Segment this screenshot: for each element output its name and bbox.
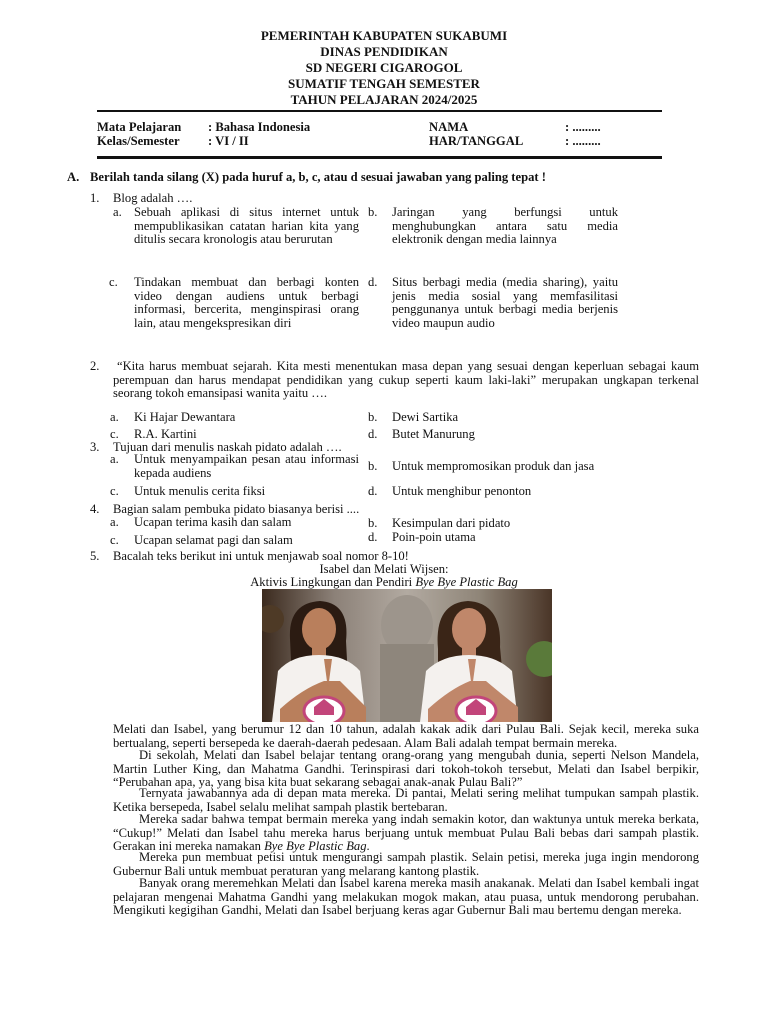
header-rule-top bbox=[97, 110, 662, 112]
option-text: Poin-poin utama bbox=[392, 530, 476, 544]
reading-paragraph-3: Ternyata jawabannya ada di depan mata mereka. Di pantai, Melati sering melihat tumpukan sampah plastik. Ketika bersepeda, Isabel selalu melihat sampah plastik bertebaran. bbox=[113, 786, 699, 814]
reading-paragraph-6: Banyak orang meremehkan Melati dan Isabel karena mereka masih anakanak. Melati dan Isabel kembali ingat pelajaran mengenai Mahatma Gandhi yang melakukan mogok makan, atau puasa, untuk mendorong perubahan. Mengikuti kegigihan Gandhi, Melati dan Isabel berjuang keras agar Gubernur Bali mau bertemu dengan mereka. bbox=[113, 876, 699, 917]
option-letter: b. bbox=[368, 205, 378, 219]
class-value: : VI / II bbox=[208, 134, 249, 148]
reading-paragraph-1: Melati dan Isabel, yang berumur 12 dan 10 tahun, adalah kakak adik dari Pulau Bali. Sejak kecil, mereka suka bertualang, seperti bersepeda ke daerah-daerah pedesaan. Alam Bali adalah tempat bermain mereka. bbox=[113, 722, 699, 750]
question-text: Tujuan dari menulis naskah pidato adalah …. bbox=[113, 440, 342, 454]
option-letter: a. bbox=[110, 452, 119, 466]
header-line-1: PEMERINTAH KABUPATEN SUKABUMI bbox=[260, 28, 508, 43]
reading-paragraph-4 bbox=[113, 813, 699, 854]
reading-paragraph-2: Di sekolah, Melati dan Isabel belajar tentang orang-orang yang mengubah dunia, seperti Nelson Mandela, Martin Luther King, dan Mahatma Gandhi. Terinspirasi dari tokoh-tokoh tersebut, Melati dan Isabel berpikir, “Perubahan apa, ya, yang bisa kita buat sekarang sebagai anak-anak Pulau Bali?” bbox=[113, 748, 699, 789]
header-line-4: SUMATIF TENGAH SEMESTER bbox=[288, 76, 480, 91]
reading-photo bbox=[262, 589, 552, 722]
option-text: Tindakan membuat dan berbagi konten video dengan audiens untuk berbagi informasi, bercerita, menginspirasi orang lain, atau mengekspresikan diri bbox=[134, 275, 359, 330]
option-text: Untuk mempromosikan produk dan jasa bbox=[392, 459, 595, 473]
name-field: : ......... bbox=[565, 120, 601, 134]
section-instruction: Berilah tanda silang (X) pada huruf a, b, c, atau d sesuai jawaban yang paling tepat ! bbox=[90, 170, 546, 184]
option-text: Ki Hajar Dewantara bbox=[134, 410, 236, 424]
option-letter: a. bbox=[113, 205, 122, 219]
question-text: Bagian salam pembuka pidato biasanya berisi .... bbox=[113, 502, 360, 516]
reading-paragraph-4-brand: Bye Bye Plastic Bag bbox=[264, 839, 367, 853]
question-number: 1. bbox=[90, 191, 100, 205]
option-letter: d. bbox=[368, 530, 378, 544]
header-line-3: SD NEGERI CIGAROGOL bbox=[305, 60, 463, 75]
subject-value: : Bahasa Indonesia bbox=[208, 120, 311, 134]
option-letter: c. bbox=[110, 427, 119, 441]
date-label: HAR/TANGGAL bbox=[429, 134, 524, 148]
question-text: “Kita harus membuat sejarah. Kita mesti menentukan masa depan yang sesuai dengan keperluan sebagai kaum perempuan dan harus mendapat pendidikan yang cukup seperti kaum laki-laki” merupakan ungkapan terkenal seorang tokoh emansipasi wanita yaitu …. bbox=[113, 359, 699, 400]
option-letter: b. bbox=[368, 516, 378, 530]
question-number: 3. bbox=[90, 440, 100, 454]
option-letter: a. bbox=[110, 410, 119, 424]
section-letter: A. bbox=[67, 170, 80, 184]
header-rule-bottom bbox=[97, 156, 662, 159]
option-text: Butet Manurung bbox=[392, 427, 475, 441]
option-letter: d. bbox=[368, 484, 378, 498]
option-text: Untuk menghibur penonton bbox=[392, 484, 532, 498]
question-text: Blog adalah …. bbox=[113, 191, 193, 205]
option-letter: b. bbox=[368, 410, 378, 424]
class-label: Kelas/Semester bbox=[97, 134, 180, 148]
option-letter: d. bbox=[368, 427, 378, 441]
question-number: 5. bbox=[90, 549, 100, 563]
header-line-2: DINAS PENDIDIKAN bbox=[320, 44, 448, 59]
option-text: Untuk menyampaikan pesan atau informasi kepada audiens bbox=[134, 452, 359, 480]
reading-paragraph-5: Mereka pun membuat petisi untuk mengurangi sampah plastik. Selain petisi, mereka juga ingin mendorong Gubernur Bali untuk membuat peraturan yang melarang kantong plastik. bbox=[113, 850, 699, 878]
option-letter: a. bbox=[110, 515, 119, 529]
option-text: Dewi Sartika bbox=[392, 410, 459, 424]
date-field: : ......... bbox=[565, 134, 601, 148]
reading-subtitle bbox=[0, 576, 768, 590]
name-label: NAMA bbox=[429, 120, 469, 134]
option-text: Ucapan selamat pagi dan salam bbox=[134, 533, 293, 547]
question-text: Bacalah teks berikut ini untuk menjawab soal nomor 8-10! bbox=[113, 549, 409, 563]
option-text: Situs berbagi media (media sharing), yaitu jenis media sosial yang memfasilitasi penggunanya untuk berbagi media berjenis video maupun audio bbox=[392, 275, 618, 330]
reading-title: Isabel dan Melati Wijsen: bbox=[319, 562, 449, 576]
option-text: Ucapan terima kasih dan salam bbox=[134, 515, 292, 529]
reading-paragraph-4-text: Mereka sadar bahwa tempat bermain mereka yang indah semakin kotor, dan waktunya untuk mereka berkata, “Cukup!” Melati dan Isabel tahu mereka harus berjuang untuk membuat Pulau Bali bebas dari sampah plastik. Gerakan ini mereka namakan bbox=[113, 812, 699, 853]
reading-subtitle-brand: Bye Bye Plastic Bag bbox=[415, 575, 518, 589]
reading-subtitle-text: Aktivis Lingkungan dan Pendiri bbox=[250, 575, 416, 589]
question-number: 4. bbox=[90, 502, 100, 516]
option-text: Untuk menulis cerita fiksi bbox=[134, 484, 266, 498]
option-text: Jaringan yang berfungsi untuk menghubungkan antara satu media elektronik dengan media lainnya bbox=[392, 205, 618, 246]
option-letter: d. bbox=[368, 275, 378, 289]
reading-paragraph-4-end: . bbox=[366, 839, 370, 853]
question-number: 2. bbox=[90, 359, 100, 373]
option-letter: c. bbox=[110, 484, 119, 498]
option-text: Sebuah aplikasi di situs internet untuk mempublikasikan catatan harian kita yang ditulis secara kronologis atau berurutan bbox=[134, 205, 359, 246]
option-letter: c. bbox=[110, 533, 119, 547]
header-line-5: TAHUN PELAJARAN 2024/2025 bbox=[290, 92, 478, 107]
option-letter: c. bbox=[109, 275, 118, 289]
option-text: Kesimpulan dari pidato bbox=[392, 516, 511, 530]
option-letter: b. bbox=[368, 459, 378, 473]
subject-label: Mata Pelajaran bbox=[97, 120, 182, 134]
option-text: R.A. Kartini bbox=[134, 427, 197, 441]
